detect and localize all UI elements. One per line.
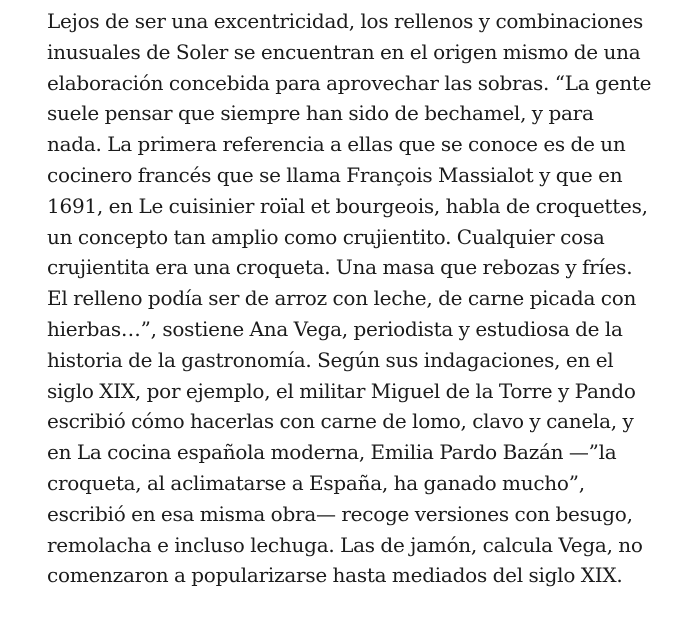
- paragraph-line: un concepto tan amplio como crujientito. Cualquier cosa: [47, 224, 605, 249]
- paragraph-line: croqueta, al aclimatarse a España, ha ganado mucho”,: [47, 470, 585, 495]
- paragraph-line: escribió cómo hacerlas con carne de lomo, clavo y canela, y: [47, 409, 634, 434]
- paragraph-line: siglo XIX, por ejemplo, el militar Miguel de la Torre y Pando: [47, 378, 636, 403]
- article-paragraph: [47, 6, 697, 591]
- paragraph-line: en La cocina española moderna, Emilia Pardo Bazán —”la: [47, 440, 617, 465]
- paragraph-line: escribió en esa misma obra— recoge versiones con besugo,: [47, 501, 633, 526]
- paragraph-line: Lejos de ser una excentricidad, los rellenos y combinaciones: [47, 9, 644, 33]
- paragraph-line: remolacha e incluso lechuga. Las de jamón, calcula Vega, no: [47, 532, 643, 557]
- paragraph-line: nada. La primera referencia a ellas que se conoce es de un: [47, 132, 626, 157]
- paragraph-line: cocinero francés que se llama François Massialot y que en: [47, 162, 623, 187]
- paragraph-line: historia de la gastronomía. Según sus indagaciones, en el: [47, 347, 614, 372]
- paragraph-line: 1691, en Le cuisinier roïal et bourgeois, habla de croquettes,: [47, 193, 648, 218]
- paragraph-line: suele pensar que siempre han sido de bechamel, y para: [47, 101, 594, 126]
- paragraph-line: comenzaron a popularizarse hasta mediados del siglo XIX.: [47, 563, 623, 588]
- paragraph-line: El relleno podía ser de arroz con leche, de carne picada con: [47, 286, 637, 311]
- paragraph-line: elaboración concebida para aprovechar las sobras. “La gente: [47, 70, 652, 95]
- paragraph-line: inusuales de Soler se encuentran en el origen mismo de una: [47, 39, 641, 64]
- paragraph-line: crujientita era una croqueta. Una masa que rebozas y fríes.: [47, 255, 633, 280]
- paragraph-line: hierbas…”, sostiene Ana Vega, periodista y estudiosa de la: [47, 316, 623, 341]
